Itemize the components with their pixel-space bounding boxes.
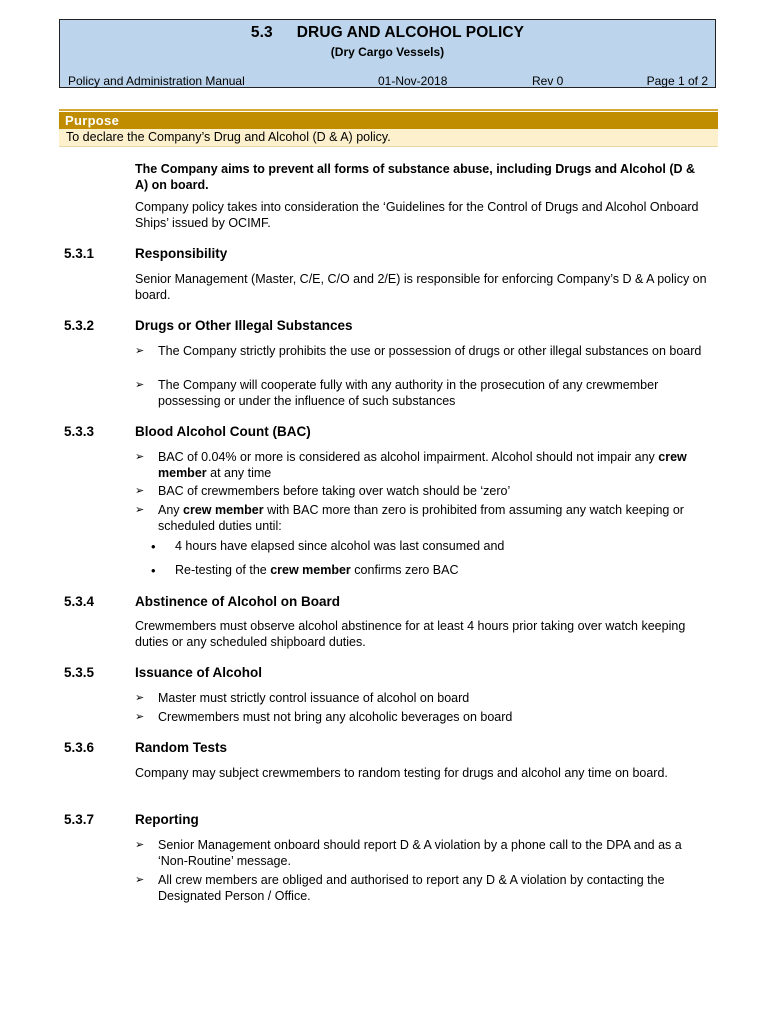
list-item: [135, 710, 710, 726]
dot-bullet-icon: •: [151, 539, 156, 554]
arrow-bullet-icon: ➢: [135, 451, 145, 463]
list-item: [151, 539, 711, 555]
page-number: Page 1 of 2: [646, 74, 708, 88]
list-item: [135, 344, 710, 360]
list-item: [135, 378, 710, 409]
list-item: [135, 503, 710, 534]
bullet-text: All crew members are obliged and authorised to report any D & A violation by contacting the Designated Person / Office.: [158, 873, 665, 903]
dot-bullet-icon: •: [151, 563, 156, 578]
section-number-5-3-1: 5.3.1: [64, 246, 95, 261]
title-text: DRUG AND ALCOHOL POLICY: [296, 24, 525, 41]
arrow-bullet-icon: ➢: [135, 485, 145, 497]
section-number-5-3-5: 5.3.5: [64, 665, 95, 680]
bullet-text: Re-testing of the crew member confirms zero BAC: [175, 563, 459, 577]
intro-paragraph: Company policy takes into consideration the ‘Guidelines for the Control of Drugs and Alcohol Onboard Ships’ issued by OCIMF.: [135, 200, 699, 230]
list-item: [135, 450, 710, 481]
arrow-bullet-icon: ➢: [135, 839, 145, 851]
section-number: 5.3: [250, 24, 273, 41]
bullet-text: 4 hours have elapsed since alcohol was last consumed and: [175, 539, 505, 553]
section-title-reporting: Reporting: [135, 812, 199, 827]
bullet-text: Any crew member with BAC more than zero is prohibited from assuming any watch keeping or scheduled duties until:: [158, 503, 684, 533]
section-title-issuance: Issuance of Alcohol: [135, 665, 263, 680]
bullet-text: The Company strictly prohibits the use or possession of drugs or other illegal substances on board: [158, 344, 702, 358]
document-date: 01-Nov-2018: [378, 74, 448, 88]
list-item: [151, 563, 711, 579]
section-title-drugs: Drugs or Other Illegal Substances: [135, 318, 353, 333]
section-title-random-tests: Random Tests: [135, 740, 228, 755]
bullet-text: BAC of crewmembers before taking over watch should be ‘zero’: [158, 484, 511, 498]
list-item: [135, 691, 710, 707]
intro-statement: The Company aims to prevent all forms of substance abuse, including Drugs and Alcohol (D & A) on board.: [135, 162, 696, 192]
responsibility-text: Senior Management (Master, C/E, C/O and 2/E) is responsible for enforcing Company’s D & A policy on board.: [135, 272, 707, 302]
arrow-bullet-icon: ➢: [135, 874, 145, 886]
document-subtitle: (Dry Cargo Vessels): [330, 45, 445, 59]
section-number-5-3-4: 5.3.4: [64, 594, 95, 609]
section-title-responsibility: Responsibility: [135, 246, 228, 261]
bullet-text: The Company will cooperate fully with any authority in the prosecution of any crewmember possessing or under the influence of such substances: [158, 378, 659, 408]
purpose-divider: [59, 109, 718, 111]
bullet-text: BAC of 0.04% or more is considered as alcohol impairment. Alcohol should not impair any crew member at any time: [158, 450, 687, 480]
document-title: [60, 24, 715, 42]
list-item: [135, 838, 710, 869]
arrow-bullet-icon: ➢: [135, 379, 145, 391]
abstinence-text: Crewmembers must observe alcohol abstinence for at least 4 hours prior taking over watch keeping duties or any scheduled shipboard duties.: [135, 619, 686, 649]
arrow-bullet-icon: ➢: [135, 345, 145, 357]
section-number-5-3-6: 5.3.6: [64, 740, 95, 755]
list-item: [135, 484, 710, 500]
bullet-text: Senior Management onboard should report D & A violation by a phone call to the DPA and as a ‘Non-Routine’ message.: [158, 838, 682, 868]
document-header: [59, 19, 716, 88]
section-number-5-3-7: 5.3.7: [64, 812, 95, 827]
bullet-text: Crewmembers must not bring any alcoholic beverages on board: [158, 710, 513, 724]
section-title-abstinence: Abstinence of Alcohol on Board: [135, 594, 341, 609]
arrow-bullet-icon: ➢: [135, 711, 145, 723]
purpose-heading: Purpose: [59, 112, 718, 129]
arrow-bullet-icon: ➢: [135, 504, 145, 516]
section-title-bac: Blood Alcohol Count (BAC): [135, 424, 311, 439]
section-number-5-3-2: 5.3.2: [64, 318, 95, 333]
arrow-bullet-icon: ➢: [135, 692, 145, 704]
bullet-text: Master must strictly control issuance of alcohol on board: [158, 691, 470, 705]
purpose-text: To declare the Company’s Drug and Alcohol (D & A) policy.: [59, 129, 718, 147]
section-number-5-3-3: 5.3.3: [64, 424, 95, 439]
random-tests-text: Company may subject crewmembers to random testing for drugs and alcohol any time on board.: [135, 766, 668, 780]
manual-name: Policy and Administration Manual: [68, 74, 245, 88]
list-item: [135, 873, 710, 904]
revision-label: Rev 0: [532, 74, 564, 88]
